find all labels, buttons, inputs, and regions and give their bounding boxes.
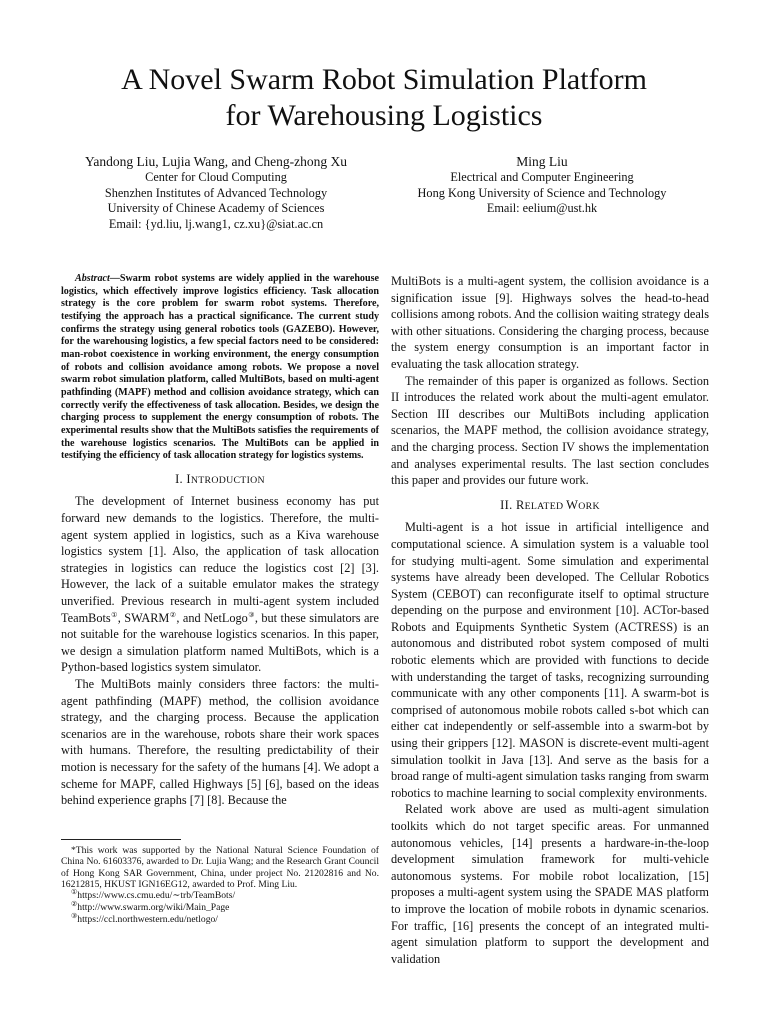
funding-footnote: *This work was supported by the National Natural Science Foundation of China No. 61603376, awarded to Dr. Lujia Wang; and the Research Grant Council of Hong Kong SAR Government, China, under project No. 21202816 and No. 16212815, HKUST IGN16EG12, awarded to Prof. Ming Liu.	[61, 844, 379, 890]
paragraph: MultiBots is a multi-agent system, the collision avoidance is a signification issue [9]. Highways solves the head-to-head collisions among robots. And the collision waiting strategy deals with other situations. Considering the charging process, because the system energy consumption is an important factor in evaluating the task allocation strategy.	[391, 274, 709, 371]
author-email: Email: eelium@ust.hk	[486, 201, 598, 216]
author-email: Email: {yd.liu, lj.wang1, cz.xu}@siat.ac.cn	[108, 216, 324, 231]
paragraph: The MultiBots mainly considers three factors: the multi-agent pathfinding (MAPF) method, the collision avoidance strategy, and the charging process. Because the application scenarios are in the warehouse, robots share their work spaces with humans. Therefore, the resulting predictability of their motion is necessary for the safety of the humans [4]. We adopt a scheme for MAPF, called Highways [5] [6], based on the ideas behind experience graphs [7] [8]. Because the	[61, 676, 379, 808]
footnote-link: ①https://www.cs.cmu.edu/∼trb/TeamBots/	[71, 888, 236, 902]
affiliation-line: University of Chinese Academy of Sciences	[107, 201, 325, 216]
right-column	[391, 273, 709, 967]
section-heading-related-work: II. RELATED WORK	[500, 497, 600, 512]
paragraph: The remainder of this paper is organized as follows. Section II introduces the related work about the multi-agent emulator. Section III describes our MultiBots including application scenarios, the MAPF method, the collision avoidance strategy, and the charging process. Section IV shows the implementation and analyses experimental results. The last section concludes this paper and provides our future work.	[391, 373, 709, 488]
author-block-1	[66, 154, 366, 232]
paragraph: Multi-agent is a hot issue in artificial intelligence and computational science. A simulation system is a valuable tool for studying multi-agent. Some simulation and experimental systems have already been developed. The Cellular Robotics System (CEBOT) can reconfigurate itself to optimal structure depending on the purpose and environment [10]. ACTor-based Robots and Equipments Synthetic System (ACTRESS) is an autonomous and distributed robot system composed of multi robotic elements which are provided with functions to decide with understanding the target of tasks, recognizing surrounding communicate with any other components [11]. A swarm-bot is comprised of autonomous mobile robots called s-bot which can either cat independently or self-assemble into a swarm-bot by using their grippers [12]. MASON is discrete-event multi-agent simulation toolkit in Java [13]. And serve as the basis for a broad range of multi-agent simulation tasks ranging from swarm robotics to machine learning to social complexity environments.	[391, 520, 709, 800]
title-line-1: A Novel Swarm Robot Simulation Platform	[121, 63, 647, 96]
footnote-mark: ①	[110, 610, 118, 619]
affiliation-line: Hong Kong University of Science and Technology	[417, 185, 667, 200]
footnote-divider	[61, 839, 181, 840]
footnote-link: ②http://www.swarm.org/wiki/Main_Page	[71, 900, 230, 914]
abstract	[61, 273, 379, 463]
affiliation-line: Shenzhen Institutes of Advanced Technology	[104, 185, 328, 200]
paper-title	[0, 62, 768, 134]
abstract-label: Abstract	[75, 273, 110, 284]
abstract-text: —Swarm robot systems are widely applied in the warehouse logistics, which effectively improve logistics efficiency. Task allocation strategy is the core problem for swarm robot systems. Therefore, testifying the approach has a practical significance. The current study confirms the strategy using general robotics tools (GAZEBO). However, for the warehousing logistics, a few special factors need to be considered: man-robot coexistence in working environment, the energy consumption of robots and collision avoidance among robots. We propose a novel swarm robot simulation platform, called MultiBots, based on multi-agent pathfinding (MAPF) method and collision avoidance strategy, which can correctly verify the effectiveness of task allocation. Besides, we design the charging process to supplement the energy consumption of robots. The experimental results show that the MultiBots satisfies the requirements of the warehouse logistics scenarios. The MultiBots can be applied in testifying the efficiency of task allocation strategy for logistics systems.	[61, 273, 379, 462]
author-block-2	[392, 154, 692, 217]
paragraph: Related work above are used as multi-agent simulation toolkits which do not target specific areas. For unmanned autonomous vehicles, [14] presents a hardware-in-the-loop development simulation framework for multi-vehicle autonomous systems. For mobile robot localization, [15] proposes a multi-agent system using the SPADE MAS platform to improve the location of mobile robots in dynamic scenarios. For traffic, [16] presents the concept of an integrated multi-agent simulation platform to support the development and validation	[391, 802, 709, 966]
author-names: Yandong Liu, Lujia Wang, and Cheng-zhong Xu	[84, 154, 347, 169]
section-heading-introduction: I. INTRODUCTION	[175, 471, 265, 486]
affiliation-line: Center for Cloud Computing	[145, 170, 287, 185]
footnote-mark: ②	[169, 610, 177, 619]
affiliation-line: Electrical and Computer Engineering	[450, 170, 634, 185]
title-line-2: for Warehousing Logistics	[225, 99, 543, 132]
left-column	[61, 273, 379, 926]
footnote-link: ③https://ccl.northwestern.edu/netlogo/	[71, 912, 218, 926]
author-names: Ming Liu	[516, 154, 568, 169]
paragraph: The development of Internet business economy has put forward new demands to the logistics. Therefore, the multi-agent system applied in logistics, such as a Kiva warehouse logistics system [1]. Also, the application of task allocation strategies in logistics can reduce the logistics cost [2] [3]. However, the lack of a suitable emulator makes the strategy unverified. Previous research in multi-agent system included TeamBots①, SWARM②, and NetLogo③, but these simulators are not suitable for the warehouse logistics scenarios. In this paper, we design a simulation platform named MultiBots, which is a Python-based logistics system simulator.	[61, 494, 379, 675]
footnote-mark: ③	[247, 610, 255, 619]
